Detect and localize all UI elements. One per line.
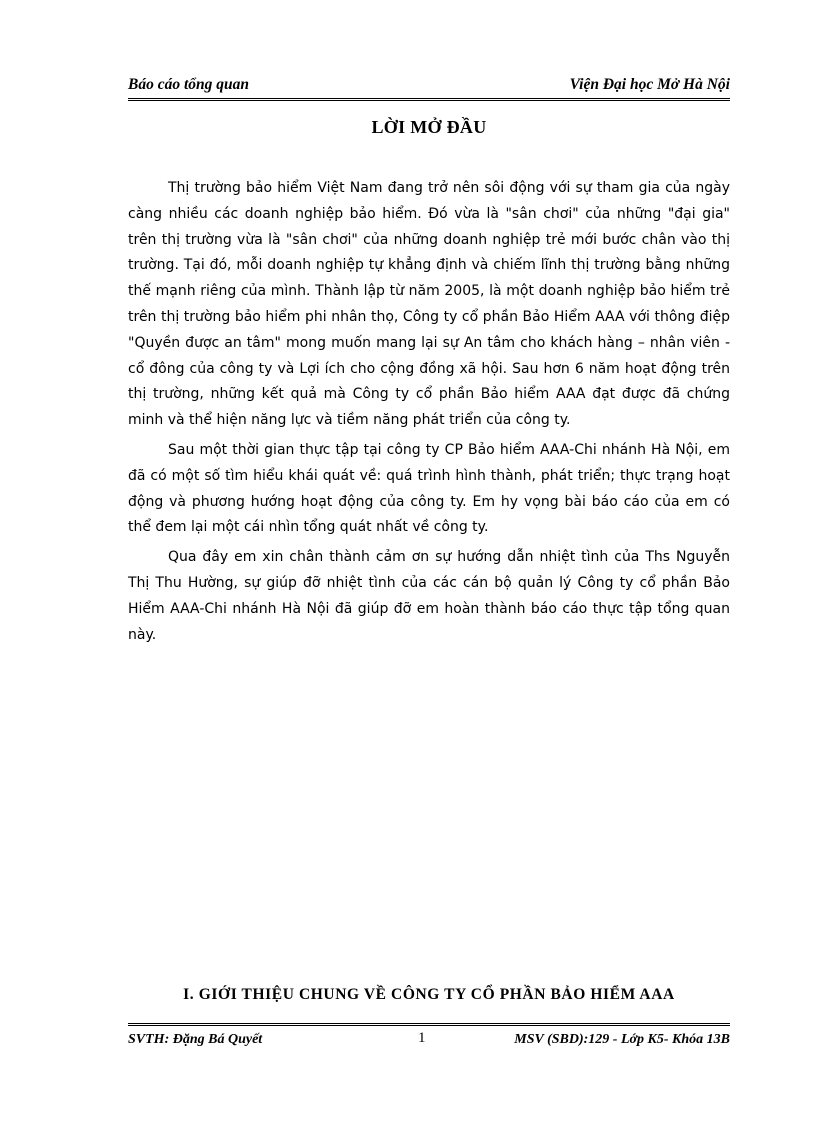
footer-student-id: MSV (SBD):129 - Lớp K5- Khóa 13B	[514, 1032, 730, 1047]
paragraph-1: Thị trường bảo hiểm Việt Nam đang trở nên sôi động với sự tham gia của ngày càng nhiều các doanh nghiệp bảo hiểm. Đó vừa là "sân chơi" của những "đại gia" trên thị trường vừa là "sân chơi" của những doanh nghiệp trẻ mới bước chân vào thị trường. Tại đó, mỗi doanh nghiệp tự khẳng định và chiếm lĩnh thị trường bằng những thế mạnh riêng của mình. Thành lập từ năm 2005, là một doanh nghiệp bảo hiểm trẻ trên thị trường bảo hiểm phi nhân thọ, Công ty cổ phần Bảo Hiểm AAA với thông điệp "Quyền được an tâm" mong muốn mang lại sự An tâm cho khách hàng – nhân viên - cổ đông của công ty và Lợi ích cho cộng đồng xã hội. Sau hơn 6 năm hoạt động trên thị trường, những kết quả mà Công ty cổ phần Bảo hiểm AAA đạt được đã chứng minh và thể hiện năng lực và tiềm năng phát triển của công ty.	[128, 180, 730, 429]
footer-divider	[128, 1023, 730, 1026]
introduction-body	[128, 176, 730, 652]
page-number: 1	[418, 1030, 426, 1046]
paragraph-2: Sau một thời gian thực tập tại công ty CP Bảo hiểm AAA-Chi nhánh Hà Nội, em đã có một số tìm hiểu khái quát về: quá trình hình thành, phát triển; thực trạng hoạt động và phương hướng hoạt động của công ty. Em hy vọng bài báo cáo của em có thể đem lại một cái nhìn tổng quát nhất về công ty.	[128, 441, 730, 536]
section-heading: I. GIỚI THIỆU CHUNG VỀ CÔNG TY CỔ PHẦN BẢO HIỂM AAA	[183, 986, 675, 1003]
paragraph-3: Qua đây em xin chân thành cảm ơn sự hướng dẫn nhiệt tình của Ths Nguyễn Thị Thu Hường, sự giúp đỡ nhiệt tình của các cán bộ quản lý Công ty cổ phần Bảo Hiểm AAA-Chi nhánh Hà Nội đã giúp đỡ em hoàn thành báo cáo thực tập tổng quan này.	[128, 549, 730, 643]
page-header	[128, 76, 730, 98]
header-report-title: Báo cáo tổng quan	[128, 76, 250, 93]
page-title: LỜI MỞ ĐẦU	[371, 117, 487, 137]
page-footer	[128, 1030, 730, 1052]
header-institution: Viện Đại học Mở Hà Nội	[569, 76, 730, 93]
footer-student: SVTH: Đặng Bá Quyết	[128, 1032, 263, 1047]
header-divider	[128, 98, 730, 101]
